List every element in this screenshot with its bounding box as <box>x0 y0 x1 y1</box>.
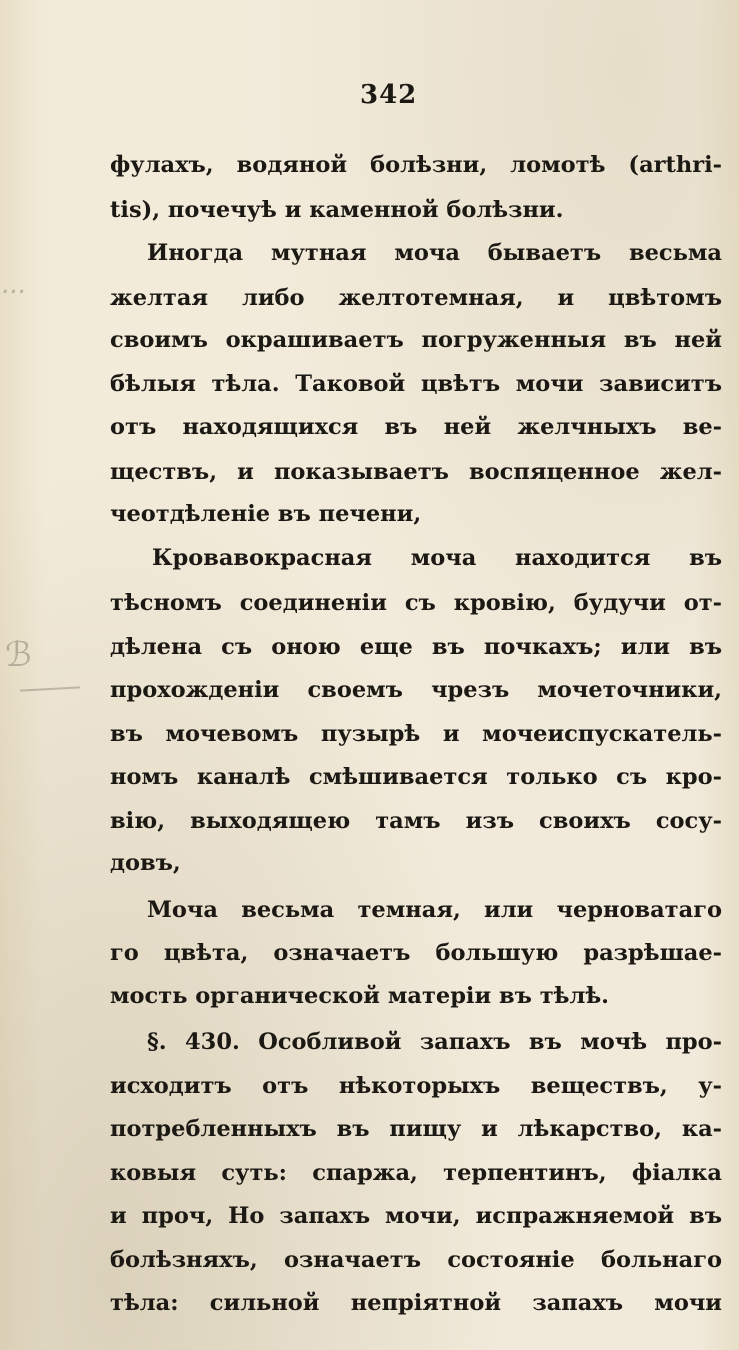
margin-pencil-mark: ℬ <box>5 635 32 675</box>
page-number: 342 <box>360 80 418 110</box>
text-line: болѣзняхъ, означаетъ состояніе больнаго <box>110 1247 722 1273</box>
text-line: прохожденіи своемъ чрезъ мочеточники, <box>110 677 722 703</box>
text-line: мость органической матеріи въ тѣлѣ. <box>110 983 610 1009</box>
paragraph-start-line: Иногда мутная моча бываетъ весьма <box>147 240 722 266</box>
margin-pencil-note: ... <box>2 270 27 300</box>
text-line: tis), почечуѣ и каменной болѣзни. <box>110 197 564 223</box>
text-line: бѣлыя тѣла. Таковой цвѣтъ мочи зависитъ <box>110 371 722 397</box>
text-line: потребленныхъ въ пищу и лѣкарство, ка- <box>110 1116 722 1142</box>
text-line: исходитъ отъ нѣкоторыхъ веществъ, у- <box>110 1073 722 1099</box>
paragraph-start-line: Кровавокрасная моча находится въ <box>152 545 722 571</box>
text-line: дѣлена съ оною еще въ почкахъ; или въ <box>110 634 722 660</box>
text-line: и проч, Но запахъ мочи, испражняемой въ <box>110 1203 722 1229</box>
text-line: отъ находящихся въ ней желчныхъ ве- <box>110 414 722 440</box>
text-line: въ мочевомъ пузырѣ и мочеиспускатель- <box>110 721 722 747</box>
text-line: тѣсномъ соединеніи съ кровію, будучи от- <box>110 590 722 616</box>
text-line: тѣла: сильной непріятной запахъ мочи <box>110 1290 722 1316</box>
text-line: своимъ окрашиваетъ погруженныя въ ней <box>110 327 722 353</box>
margin-pencil-rule <box>20 686 80 691</box>
text-line: чеотдѣленіе въ печени, <box>110 501 422 527</box>
text-line: ковыя суть: спаржа, терпентинъ, фіалка <box>110 1160 722 1186</box>
text-line: номъ каналѣ смѣшивается только съ кро- <box>110 764 722 790</box>
text-line: довъ, <box>110 850 181 876</box>
text-line: ществъ, и показываетъ воспяценное жел- <box>110 459 722 485</box>
text-line: го цвѣта, означаетъ большую разрѣшае- <box>110 940 722 966</box>
text-line: фулахъ, водяной болѣзни, ломотѣ (arthri- <box>110 152 722 178</box>
text-line: вію, выходящею тамъ изъ своихъ сосу- <box>110 808 722 834</box>
section-start-line: §. 430. Особливой запахъ въ мочѣ про- <box>147 1029 722 1055</box>
text-line: желтая либо желтотемная, и цвѣтомъ <box>110 285 722 311</box>
paragraph-start-line: Моча весьма темная, или черноватаго <box>147 897 722 923</box>
